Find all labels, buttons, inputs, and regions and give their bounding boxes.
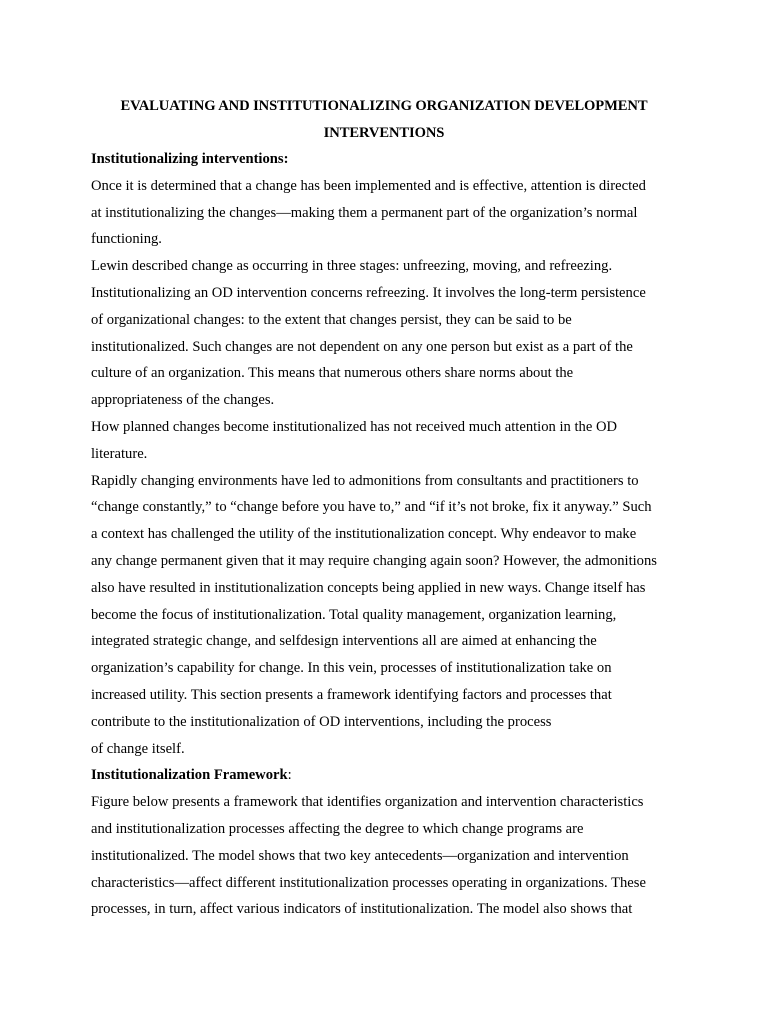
text-line: become the focus of institutionalization. Total quality management, organization learning,: [91, 606, 617, 623]
section-heading-institutionalization-framework: [91, 762, 681, 789]
text-line: of change itself.: [91, 740, 185, 757]
text-line: also have resulted in institutionalization concepts being applied in new ways. Change itself has: [91, 579, 646, 596]
text-line: Lewin described change as occurring in three stages: unfreezing, moving, and refreezing.: [91, 258, 613, 275]
text-line: Rapidly changing environments have led to admonitions from consultants and practitioners to: [91, 472, 639, 489]
paragraph-changing-environments: [91, 468, 681, 763]
text-line: contribute to the institutionalization of OD interventions, including the process: [91, 713, 552, 730]
document-body: [91, 146, 681, 923]
section-heading-text: Institutionalizing interventions:: [91, 151, 289, 167]
text-line: How planned changes become institutionalized has not received much attention in the OD: [91, 418, 618, 435]
text-line: organization’s capability for change. In this vein, processes of institutionalization take on: [91, 660, 612, 677]
text-line: appropriateness of the changes.: [91, 392, 275, 409]
text-line: of organizational changes: to the extent that changes persist, they can be said to be: [91, 311, 572, 328]
section-heading-text: Institutionalization Framework: [91, 767, 288, 784]
title-line: EVALUATING AND INSTITUTIONALIZING ORGANIZATION DEVELOPMENT: [120, 98, 648, 114]
text-line: institutionalized. The model shows that two key antecedents—organization and intervention: [91, 847, 629, 864]
text-line: and institutionalization processes affecting the degree to which change programs are: [91, 820, 584, 837]
paragraph-od-literature: [91, 414, 681, 468]
text-line: at institutionalizing the changes—making them a permanent part of the organization’s normal: [91, 204, 638, 221]
text-line: any change permanent given that it may require changing again soon? However, the admonitions: [91, 552, 657, 569]
paragraph-lewin-stages: [91, 253, 681, 414]
text-line: functioning.: [91, 231, 162, 248]
text-line: processes, in turn, affect various indicators of institutionalization. The model also shows that: [91, 901, 633, 918]
text-line: institutionalized. Such changes are not dependent on any one person but exist as a part of the: [91, 338, 633, 355]
text-line: a context has challenged the utility of the institutionalization concept. Why endeavor to make: [91, 526, 637, 543]
text-line: literature.: [91, 445, 148, 462]
text-line: characteristics—affect different institutionalization processes operating in organizations. These: [91, 874, 646, 891]
text-line: Figure below presents a framework that identifies organization and intervention characteristics: [91, 794, 644, 811]
document-title: [91, 93, 677, 147]
text-line: increased utility. This section presents a framework identifying factors and processes that: [91, 686, 612, 703]
text-line: Institutionalizing an OD intervention concerns refreezing. It involves the long-term persistence: [91, 284, 646, 301]
paragraph-framework-description: [91, 789, 681, 923]
text-line: Once it is determined that a change has been implemented and is effective, attention is directed: [91, 177, 646, 194]
text-line: culture of an organization. This means that numerous others share norms about the: [91, 365, 574, 382]
section-heading-institutionalizing-interventions: [91, 146, 681, 173]
paragraph-institutionalizing-intro: [91, 173, 681, 253]
section-heading-colon: :: [287, 767, 292, 784]
text-line: integrated strategic change, and selfdesign interventions all are aimed at enhancing the: [91, 633, 597, 650]
text-line: “change constantly,” to “change before you have to,” and “if it’s not broke, fix it anyway.” Such: [91, 499, 652, 516]
title-line: INTERVENTIONS: [323, 124, 445, 141]
